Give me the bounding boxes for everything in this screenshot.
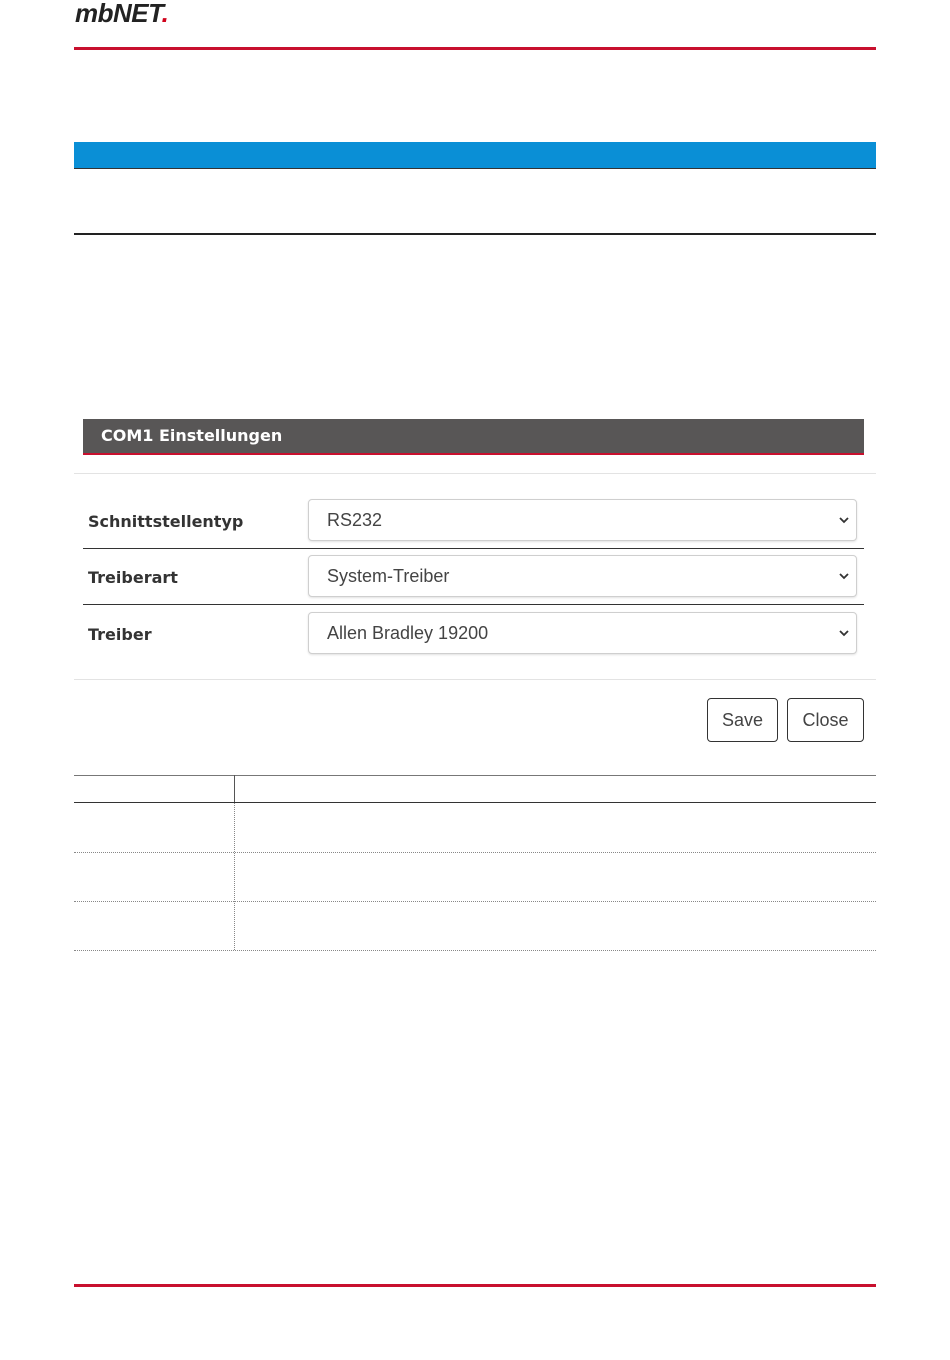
chevron-down-icon: [838, 627, 850, 639]
table-header-column-divider: [234, 775, 235, 803]
form-row-treiber: [83, 605, 864, 661]
treiberart-select[interactable]: [308, 555, 857, 597]
logo-text: mbNET: [75, 0, 162, 28]
mbnet-logo: [75, 0, 168, 29]
panel-header: [83, 419, 864, 455]
close-button[interactable]: Close: [787, 698, 864, 742]
panel-separator-top: [74, 473, 876, 474]
schnittstellentyp-value: RS232: [327, 510, 383, 530]
blue-bar-underline: [74, 168, 876, 169]
schnittstellentyp-select[interactable]: [308, 499, 857, 541]
form-row-treiberart: [83, 548, 864, 604]
treiber-label: Treiber: [88, 625, 152, 644]
footer-red-rule: [74, 1284, 876, 1287]
table-row: [74, 901, 876, 902]
save-button[interactable]: Save: [707, 698, 778, 742]
panel-title: COM1 Einstellungen: [101, 426, 283, 445]
table-row: [74, 950, 876, 951]
table-top-border: [74, 775, 876, 776]
table-header-border: [74, 802, 876, 803]
treiberart-value: System-Treiber: [327, 566, 450, 586]
blue-title-bar: [74, 142, 876, 168]
chevron-down-icon: [838, 570, 850, 582]
logo-dot: .: [161, 0, 169, 28]
chevron-down-icon: [838, 514, 850, 526]
header-red-rule: [74, 47, 876, 50]
schnittstellentyp-label: Schnittstellentyp: [88, 512, 244, 531]
treiberart-label: Treiberart: [88, 568, 178, 587]
panel-separator-bottom: [74, 679, 876, 680]
treiber-select[interactable]: [308, 612, 857, 654]
treiber-value: Allen Bradley 19200: [327, 623, 489, 643]
form-row-schnittstellentyp: [83, 492, 864, 548]
section-divider: [74, 233, 876, 235]
table-column-divider: [234, 803, 235, 950]
table-row: [74, 852, 876, 853]
